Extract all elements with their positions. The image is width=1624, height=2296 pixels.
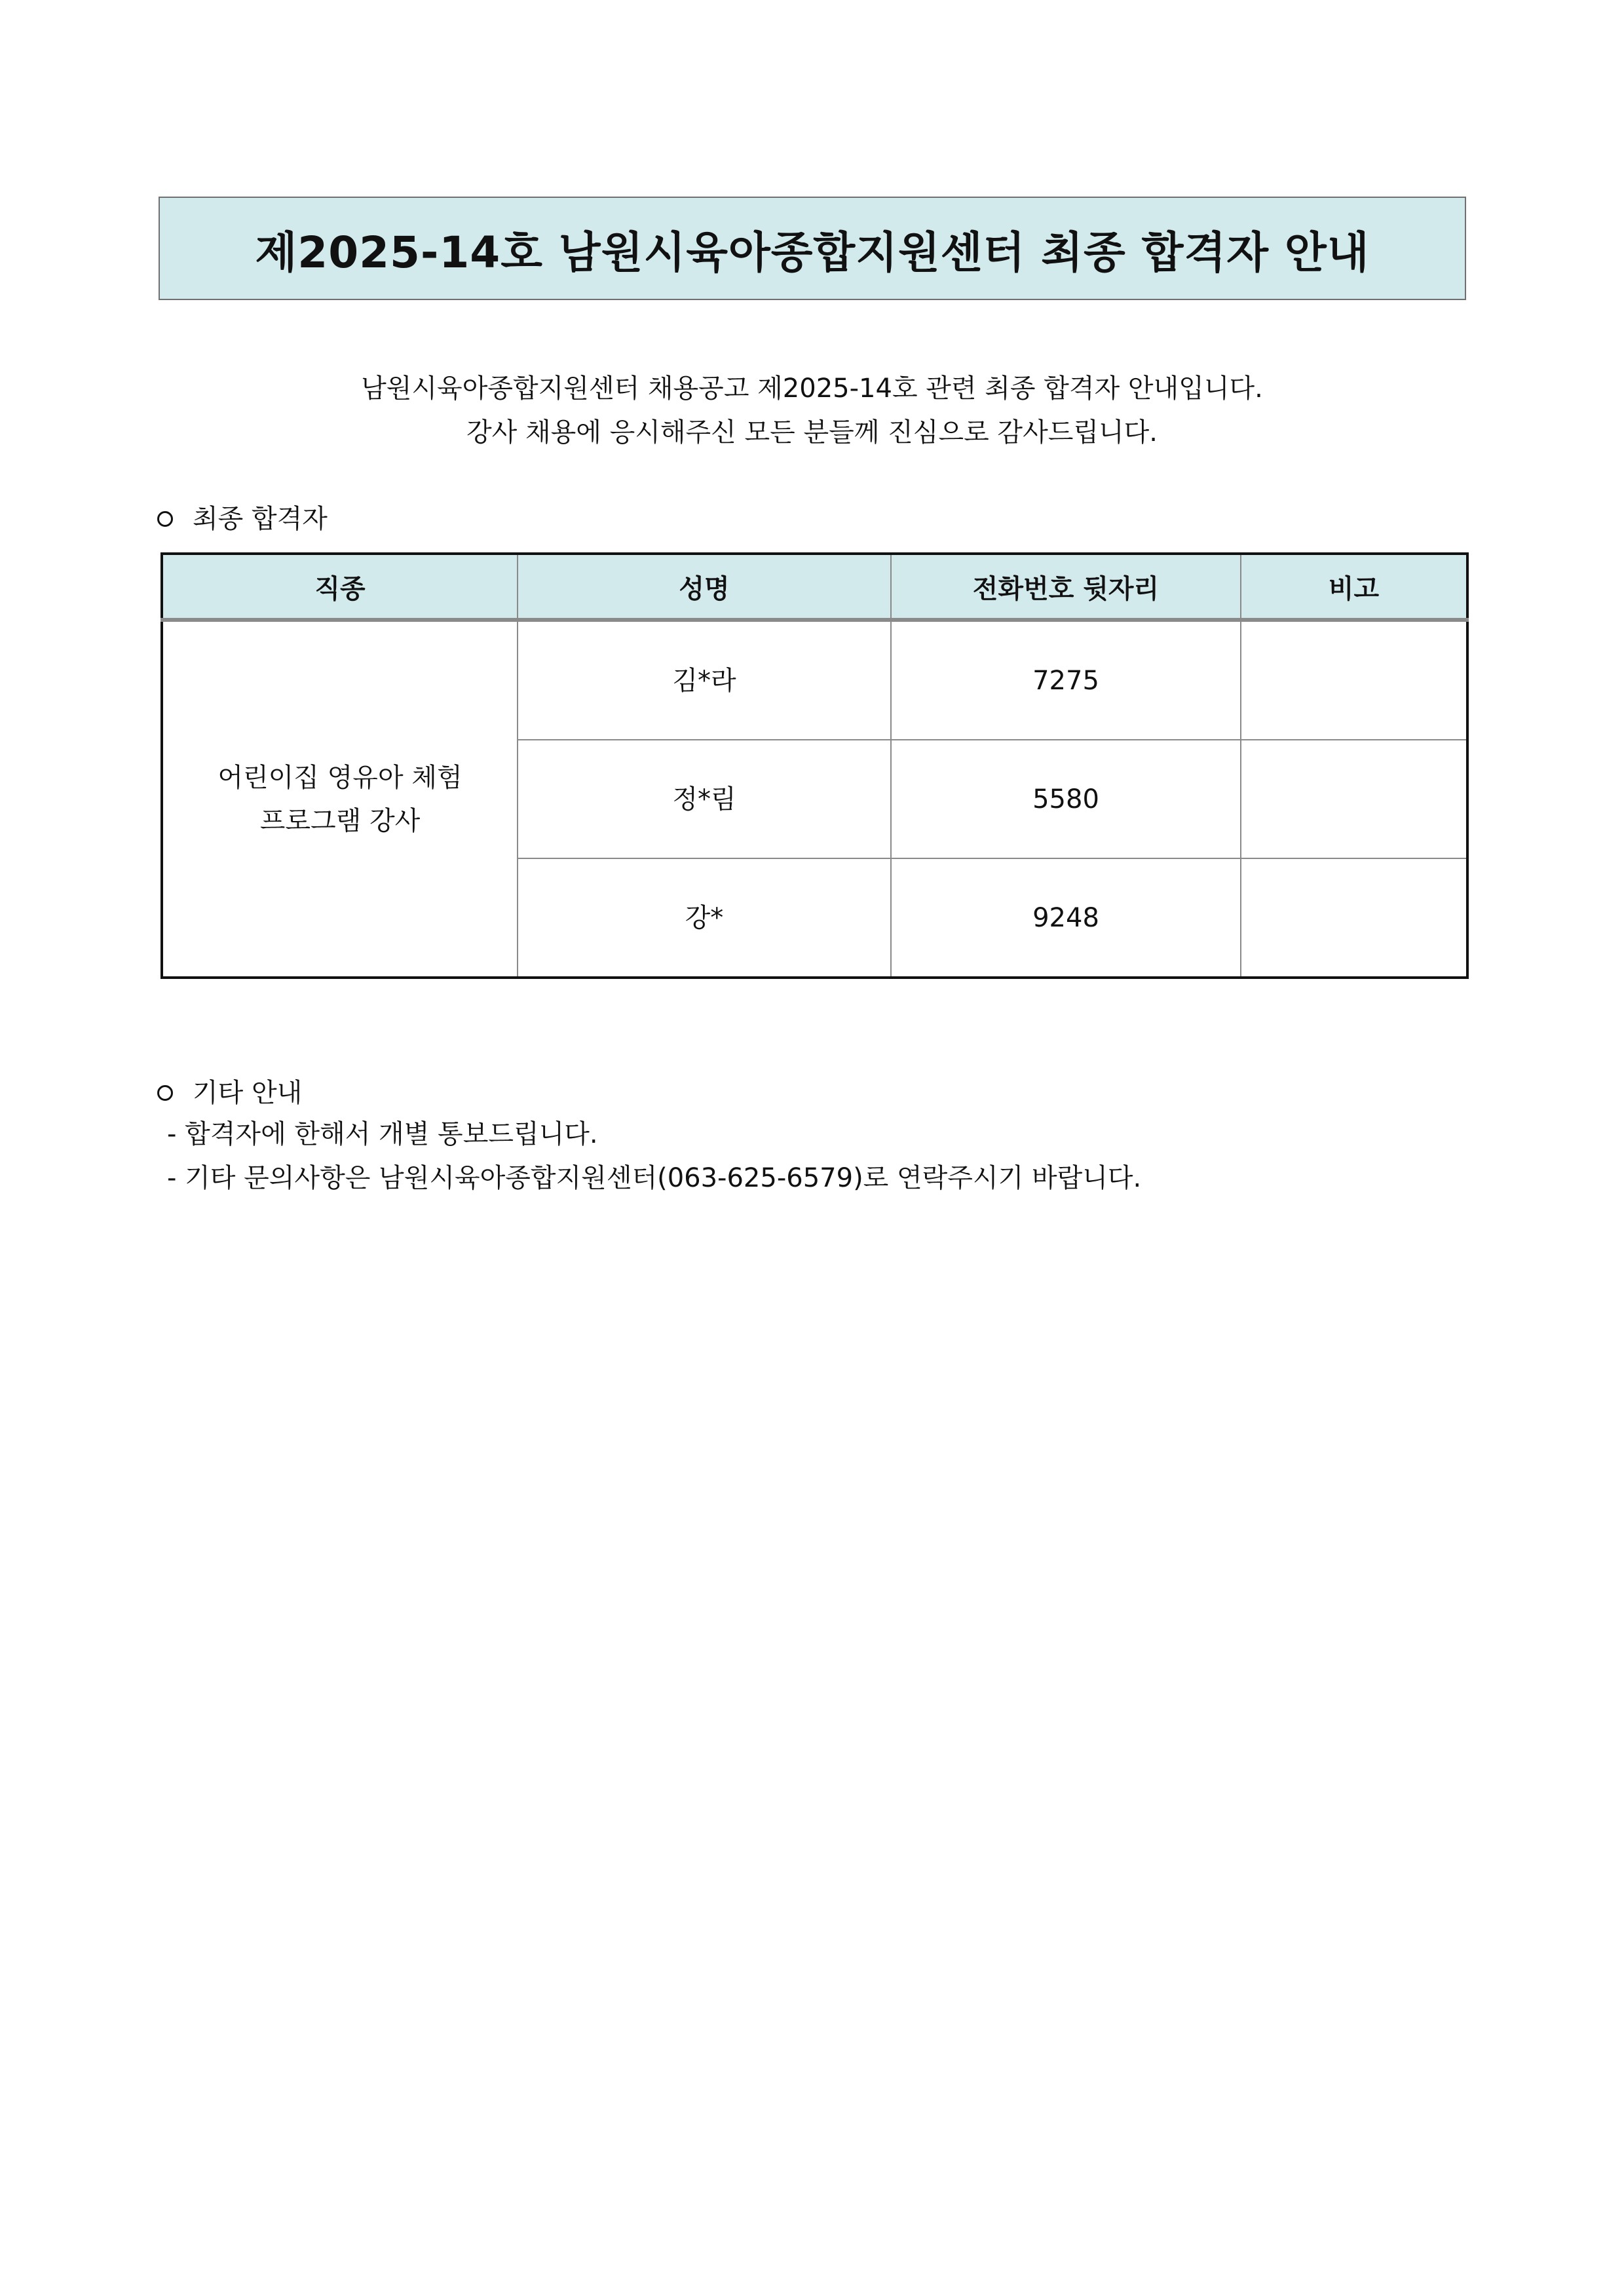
table-row: [162, 620, 1467, 740]
table-header-row: [162, 554, 1467, 620]
results-section-heading: [157, 499, 328, 539]
other-info-section: [157, 1073, 1141, 1200]
results-heading-label: 최종 합격자: [193, 504, 328, 534]
job-title-line-2: 프로그램 강사: [259, 805, 421, 836]
note-cell: [1241, 620, 1467, 740]
name-cell: 정*림: [518, 740, 891, 858]
column-header-job: 직종: [162, 554, 518, 620]
other-info-item: - 합격자에 한해서 개별 통보드립니다.: [167, 1119, 598, 1149]
intro-line-1: 남원시육아종합지원센터 채용공고 제2025-14호 관련 최종 합격자 안내입니다.: [361, 373, 1263, 404]
other-section-heading: [157, 1073, 1141, 1113]
note-cell: [1241, 858, 1467, 978]
phone-cell: 9248: [891, 858, 1241, 978]
circle-icon: [157, 511, 173, 527]
intro-paragraph: [0, 367, 1624, 455]
results-table: [161, 552, 1469, 979]
column-header-name: 성명: [518, 554, 891, 620]
intro-line-2: 강사 채용에 응시해주신 모든 분들께 진심으로 감사드립니다.: [466, 417, 1158, 448]
column-header-note: 비고: [1241, 554, 1467, 620]
job-title-cell: [162, 620, 518, 978]
column-header-phone: 전화번호 뒷자리: [891, 554, 1241, 620]
page-title: 제2025-14호 남원시육아종합지원센터 최종 합격자 안내: [255, 227, 1370, 278]
phone-cell: 5580: [891, 740, 1241, 858]
phone-cell: 7275: [891, 620, 1241, 740]
other-heading-label: 기타 안내: [193, 1078, 303, 1108]
name-cell: 강*: [518, 858, 891, 978]
job-title-line-1: 어린이집 영유아 체험: [217, 762, 463, 793]
circle-icon: [157, 1085, 173, 1101]
name-cell: 김*라: [518, 620, 891, 740]
note-cell: [1241, 740, 1467, 858]
title-box: [159, 197, 1466, 300]
other-info-item: - 기타 문의사항은 남원시육아종합지원센터(063-625-6579)로 연락주시기 바랍니다.: [167, 1163, 1142, 1193]
